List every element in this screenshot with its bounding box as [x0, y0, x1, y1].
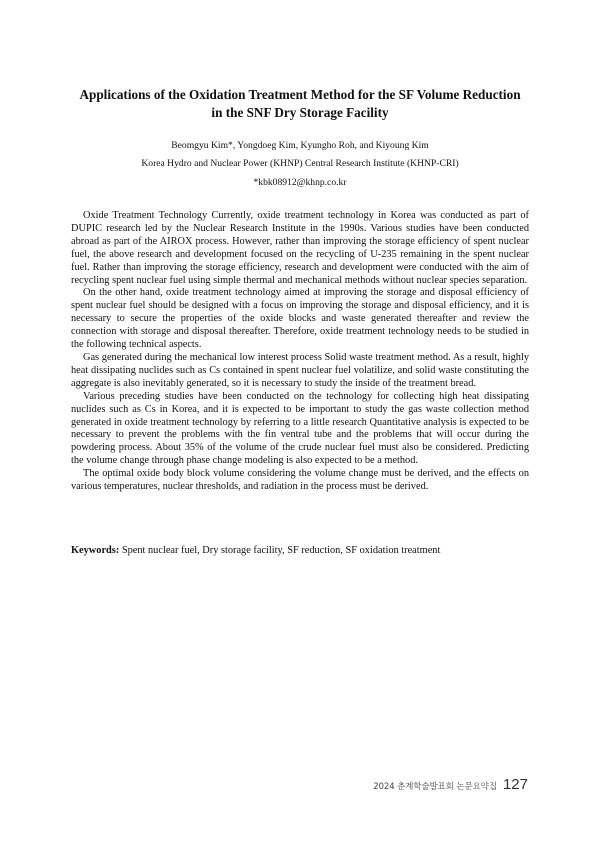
keywords-label: Keywords:	[71, 545, 120, 556]
paragraph-5: The optimal oxide body block volume considering the volume change must be derived, and the effects on various temperatures, nuclear thresholds, and radiation in the process must be derived.	[71, 468, 529, 493]
paragraph-4: Various preceding studies have been conducted on the technology for collecting high heat dissipating nuclides such as Cs in Korea, and it is expected to be important to study the gas waste collection method generated in oxide treatment technology by referring to a little research Quantitative analysis is expected to be necessary to prevent the problems with the fin ventral tube and the problems that will occur during the powdering process. About 35% of the volume of the crude nuclear fuel must also be considered. Predicting the volume change through phase change modeling is also expected to be a method.	[71, 390, 529, 467]
affiliation: Korea Hydro and Nuclear Power (KHNP) Central Research Institute (KHNP-CRI)	[141, 158, 459, 169]
corresponding-email: *kbk08912@khnp.co.kr	[253, 177, 347, 188]
title-line-2: in the SNF Dry Storage Facility	[211, 104, 389, 120]
page-footer	[373, 776, 528, 793]
paper-title	[60, 86, 540, 121]
author-list: Beomgyu Kim*, Yongdoeg Kim, Kyungho Roh, and Kiyoung Kim	[171, 140, 429, 151]
proceedings-title: 2024 춘계학술발표회 논문요약집	[373, 781, 497, 791]
keywords	[71, 544, 529, 557]
abstract-body	[71, 210, 529, 494]
paragraph-3: Gas generated during the mechanical low interest process Solid waste treatment method. As a result, highly heat dissipating nuclides such as Cs contained in spent nuclear fuel volatilize, and solid waste constituting the aggregate is also inevitably generated, so it is necessary to study the inside of the treatment bread.	[71, 351, 529, 389]
paragraph-2: On the other hand, oxide treatment technology aimed at improving the storage and disposal efficiency of spent nuclear fuel should be designed with a focus on improving the storage and disposal efficiency, and it is necessary to secure the properties of the oxide blocks and waste generated thereafter and review the connection with storage and disposal thereafter. Therefore, oxide treatment technology needs to be studied in the following technical aspects.	[71, 287, 529, 351]
keywords-list: Spent nuclear fuel, Dry storage facility, SF reduction, SF oxidation treatment	[121, 545, 441, 556]
title-line-1: Applications of the Oxidation Treatment Method for the SF Volume Reduction	[79, 87, 521, 102]
page-number: 127	[502, 776, 528, 793]
paragraph-1: Oxide Treatment Technology Currently, oxide treatment technology in Korea was conducted as part of DUPIC research led by the Nuclear Research Institute in the 1990s. Various studies have been conducted abroad as part of the AIROX process. However, rather than improving the storage efficiency of spent nuclear fuel, the above research and development focused on the recycling of U-235 remaining in the spent nuclear fuel. Rather than improving the storage efficiency, research and development were conducted with the aim of recycling spent nuclear fuel using simple thermal and mechanical methods without nuclear species separation.	[71, 210, 529, 286]
